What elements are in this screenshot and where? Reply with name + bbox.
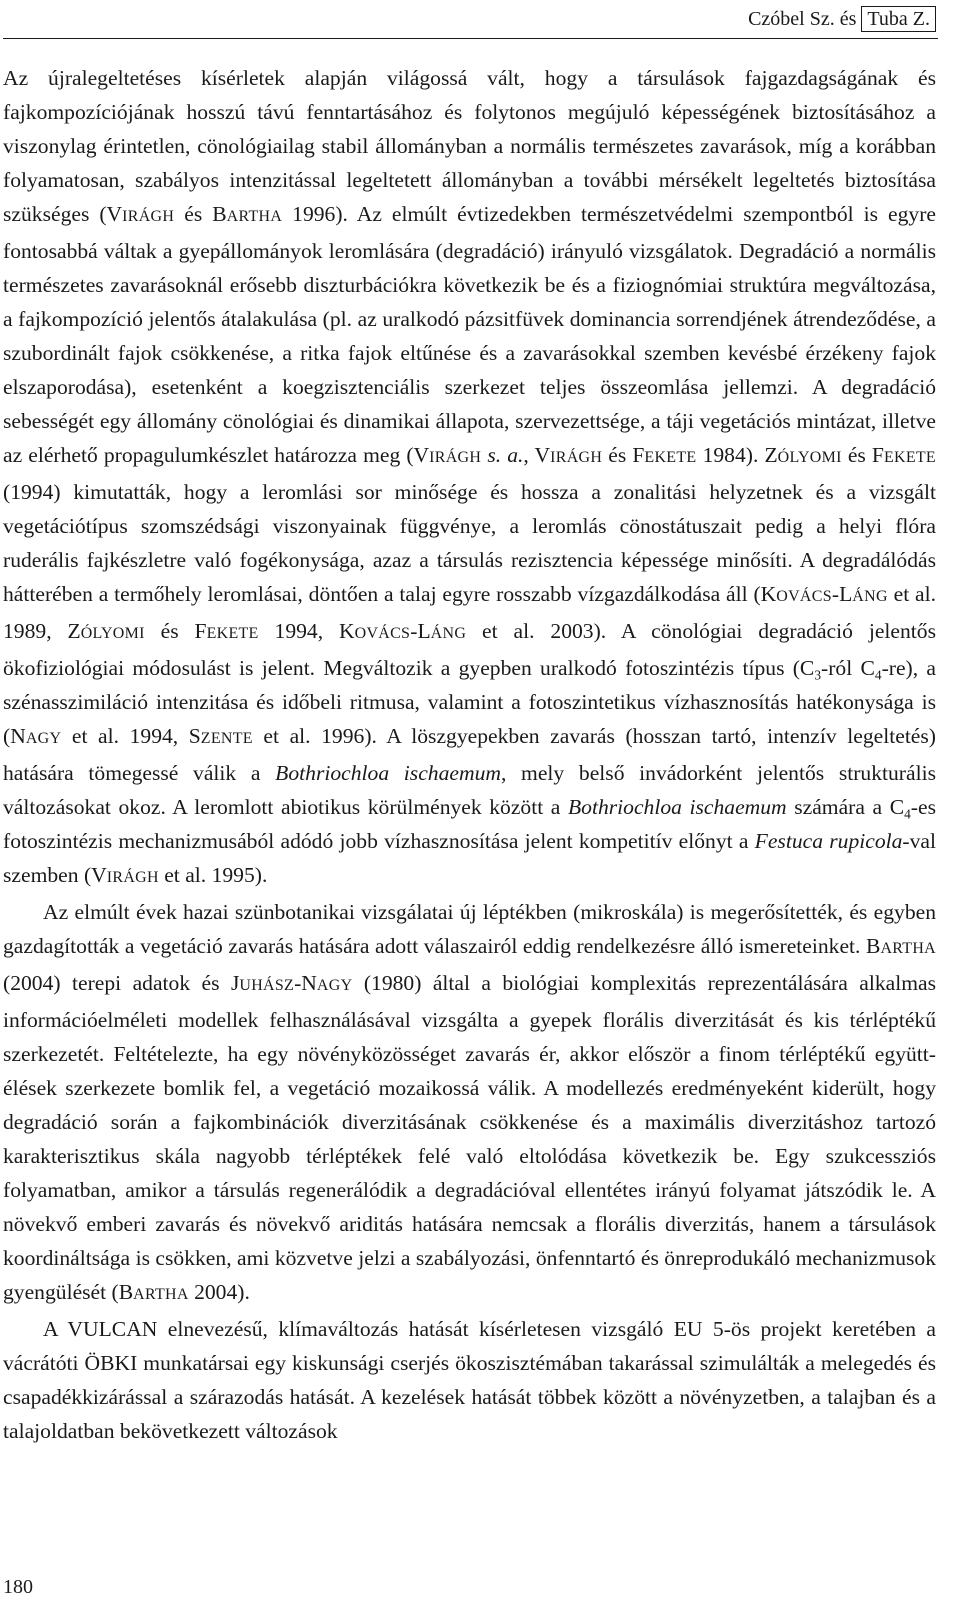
subscript: 3: [814, 667, 822, 683]
running-header: [0, 4, 936, 34]
citation-bartha: BARTHA: [118, 1280, 189, 1304]
subscript: 4: [874, 667, 882, 683]
citation-viragh: VIRÁGH: [91, 863, 159, 887]
citation-bartha: BARTHA: [212, 202, 283, 226]
citation-viragh: VIRÁGH: [413, 443, 482, 467]
species-name: Festuca rupicola: [754, 829, 903, 853]
header-author-boxed: Tuba Z.: [861, 6, 936, 32]
citation-kovacs-lang: KOVÁCS-LÁNG: [339, 619, 467, 643]
et-al-italic: s. a.: [481, 443, 524, 467]
paragraph-1: Az újralegeltetéses kísérletek alapján világossá vált, hogy a társulások fajgazdagságának és fajkompozíciójának hosszú távú fenntartásához és folytonos megújuló képességének biztosításához a viszonylag érintetlen, cönológiailag stabil állományban a normális természetes zavarások, míg a korábban folyamatosan, szabályos intenzitással legeltetett állományban a további mérsékelt legeltetés biztosítása szükséges (VIRÁGH és BARTHA 1996). Az elmúlt évtizedekben természetvédelmi szempontból is egyre fontosabbá váltak a gyepállományok leromlására (degradáció) irányuló vizsgálatok. Degradáció a normális természetes zavarásoknál erősebb diszturbációkra következik be és a fiziognómiai struktúra megváltozása, a fajkompozíció jelentős átalakulása (pl. az uralkodó pázsitfüvek dominancia sorrendjének átrendeződése, a szubordinált fajok csökkenése, a ritka fajok eltűnése és a zavarásokkal szemben kevésbé érzékeny fajok elszaporodása), esetenként a koegzisztenciális szerkezet teljes összeomlása jellemzi. A degradáció sebességét egy állomány cönológiai és dinamikai állapota, szervezettsége, a táji vegetációs mintázat, illetve az elérhető propagulumkészlet határozza meg (VIRÁGH s. a., VIRÁGH és FEKETE 1984). ZÓLYOMI és FEKETE (1994) kimutatták, hogy a leromlási sor minősége és hossza a zonalitási helyzetnek és a vizsgált vegetációtípus szomszédsági viszonyainak függvénye, a leromlás cönostátuszait pedig a helyi flóra ruderális fajkészletre való fogékonysága, azaz a társulás rezisztencia képessége minősíti. A degradálódás hátterében a termőhely leromlásai, döntően a talaj egyre rosszabb vízgazdálkodása áll (KOVÁCS-LÁNG et al. 1989, ZÓLYOMI és FEKETE 1994, KOVÁCS-LÁNG et al. 2003). A cönológiai degradáció jelentős ökofiziológiai módosulást is jelent. Megváltozik a gyepben uralkodó fotoszintézis típus ($C_3$-ról $C_4-re$), a szénasszimiláció intenzitása és időbeli ritmusa, valamint a fotoszintetikus vízhasznosítás hatékonysága is (NAGY et al. 1994, SZENTE et al. 1996). A löszgyepekben zavarás (hosszan tartó, intenzív legeltetés) hatására tömegessé válik a Bothriochloa ischaemum, mely belső invádorként jelentős strukturális változásokat okoz. A leromlott abiotikus körülmények között a Bothriochloa ischaemum számára a $C_4-es$ fotoszintézis mechanizmusából adódó jobb vízhasznosítása jelent kompetitív előnyt a Festuca rupicola-val szemben (VIRÁGH et al. 1995).: [3, 66, 936, 887]
citation-fekete: FEKETE: [632, 443, 697, 467]
header-authors: Czóbel Sz. és: [748, 8, 862, 30]
citation-szente: SZENTE: [188, 724, 253, 748]
citation-nagy: NAGY: [10, 724, 62, 748]
subscript: 4: [904, 806, 911, 822]
species-name: Bothriochloa ischaemum: [567, 795, 787, 819]
citation-juhasz-nagy: JUHÁSZ-NAGY: [230, 971, 353, 995]
text-run: 1996). Az elmúlt évtizedekben természetvédelmi szempontból is egyre fontosabbá váltak a gyepállományok leromlására (degradáció) irányuló vizsgálatok. Degradáció a normális természetes zavarásoknál erősebb diszturbációkra következik be és a fiziognómiai struktúra megváltozása, a fajkompozíció jelentős átalakulása (pl. az uralkodó pázsitfüvek dominancia sorrendjének átrendeződése, a szubordinált fajok csökkenése, a ritka fajok eltűnése és a zavarásokkal szemben kevésbé érzékeny fajok elszaporodása), esetenként a koegzisztenciális szerkezet teljes összeomlása jellemzi. A degradáció sebességét egy állomány cönológiai és dinamikai állapota, szervezettsége, a táji vegetációs mintázat, illetve az elérhető propagulumkészlet határozza meg (: [3, 202, 936, 467]
citation-zolyomi: ZÓLYOMI: [764, 443, 842, 467]
text-run: (1980) által a biológiai komplexitás reprezentálására alkalmas információelméleti modellek felhasználásával vizsgálta a gyepek florális diverzitását és kis térléptékű szerkezetét. Feltételezte, ha egy növényközösséget zavarás ér, akkor először a finom térléptékű együttélések szerkezete bomlik fel, a vegetáció mozaikossá válik. A modellezés eredményeként kiderült, hogy degradáció során a fajkombinációk diverzitásának csökkenése és a maximális diverzitáshoz tartozó karakterisztikus skála nagyobb térléptékek felé való eltolódása következik be. Egy szukcessziós folyamatban, amikor a társulás regenerálódik a degradációval ellentétes irányú folyamat játszódik le. A növekvő emberi zavarás és növekvő ariditás hatására nemcsak a florális diverzitás, hanem a társulások koordináltsága is csökken, ami közvetve jelzi a szabályozási, önfenntartó és önreprodukáló mechanizmusok gyengülését (: [3, 971, 936, 1304]
text-run: (1994) kimutatták, hogy a leromlási sor minősége és hossza a zonalitási helyzetnek és a vizsgált vegetációtípus szomszédsági viszonyainak függvénye, a leromlás cönostátuszait pedig a helyi flóra ruderális fajkészletre való fogékonysága, azaz a társulás rezisztencia képessége minősíti. A degradálódás hátterében a termőhely leromlásai, döntően a talaj egyre rosszabb vízgazdálkodása áll (: [3, 480, 936, 606]
citation-viragh: VIRÁGH: [534, 443, 603, 467]
text-run: et al. 2003). A cönológiai degradáció jelentős ökofiziológiai módosulást is jelent. Megváltozik a gyepben uralkodó fotoszintézis típus (C: [3, 619, 936, 680]
text-run: Az újralegeltetéses kísérletek alapján világossá vált, hogy a társulások fajgazdagságának és fajkompozíciójának hosszú távú fenntartásához és folytonos megújuló képességének biztosításához a viszonylag érintetlen, cönológiailag stabil állományban a normális természetes zavarások, míg a korábban folyamatosan, szabályos intenzitással legeltetett állományban a további mérsékelt legeltetés biztosítása szükséges (: [3, 66, 936, 226]
citation-kovacs-lang: KOVÁCS-LÁNG: [760, 582, 888, 606]
body-text: [3, 61, 936, 1448]
species-name: Bothriochloa ischaemum: [275, 761, 501, 785]
text-run: A VULCAN elnevezésű, klímaváltozás hatását kísérletesen vizsgáló EU 5-ös projekt keretében a vácrátóti ÖBKI munkatársai egy kiskunsági cserjés ökoszisztémában takarással szimulálták a melegedés és csapadékkizárással a szárazodás hatását. A kezelések hatását többek között a növényzetben, a talajban és a talajoldatban bekövetkezett változások: [3, 1317, 936, 1443]
citation-zolyomi: ZÓLYOMI: [67, 619, 145, 643]
citation-bartha: BARTHA: [866, 934, 936, 958]
header-rule: [3, 38, 938, 39]
paragraph-3: [3, 1312, 936, 1448]
text-run: Az elmúlt évek hazai szünbotanikai vizsgálatai új léptékben (mikroskála) is megerősítették, és egyben gazdagították a vegetáció zavarás hatására adott válaszairól eddig rendelkezésre álló ismereteinket.: [3, 900, 936, 958]
page-number: 180: [3, 1576, 33, 1598]
citation-fekete: FEKETE: [194, 619, 259, 643]
citation-fekete: FEKETE: [871, 443, 936, 467]
citation-viragh: VIRÁGH: [106, 202, 175, 226]
paragraph-2: Az elmúlt évek hazai szünbotanikai vizsgálatai új léptékben (mikroskála) is megerősítették, és egyben gazdagították a vegetáció zavarás hatására adott válaszairól eddig rendelkezésre álló ismereteinket. BARTHA (2004) terepi adatok és JUHÁSZ-NAGY (1980) által a biológiai komplexitás reprezentálására alkalmas információelméleti modellek felhasználásával vizsgálta a gyepek florális diverzitását és kis térléptékű szerkezetét. Feltételezte, ha egy növényközösséget zavarás ér, akkor először a finom térléptékű együttélések szerkezete bomlik fel, a vegetáció mozaikossá válik. A modellezés eredményeként kiderült, hogy degradáció során a fajkombinációk diverzitásának csökkenése és a maximális diverzitáshoz tartozó karakterisztikus skála nagyobb térléptékek felé való eltolódása következik be. Egy szukcessziós folyamatban, amikor a társulás regenerálódik a degradációval ellentétes irányú folyamat játszódik le. A növekvő emberi zavarás és növekvő ariditás hatására nemcsak a florális diverzitás, hanem a társulások koordináltsága is csökken, ami közvetve jelzi a szabályozási, önfenntartó és önreprodukáló mechanizmusok gyengülését (BARTHA 2004).: [3, 900, 936, 1304]
